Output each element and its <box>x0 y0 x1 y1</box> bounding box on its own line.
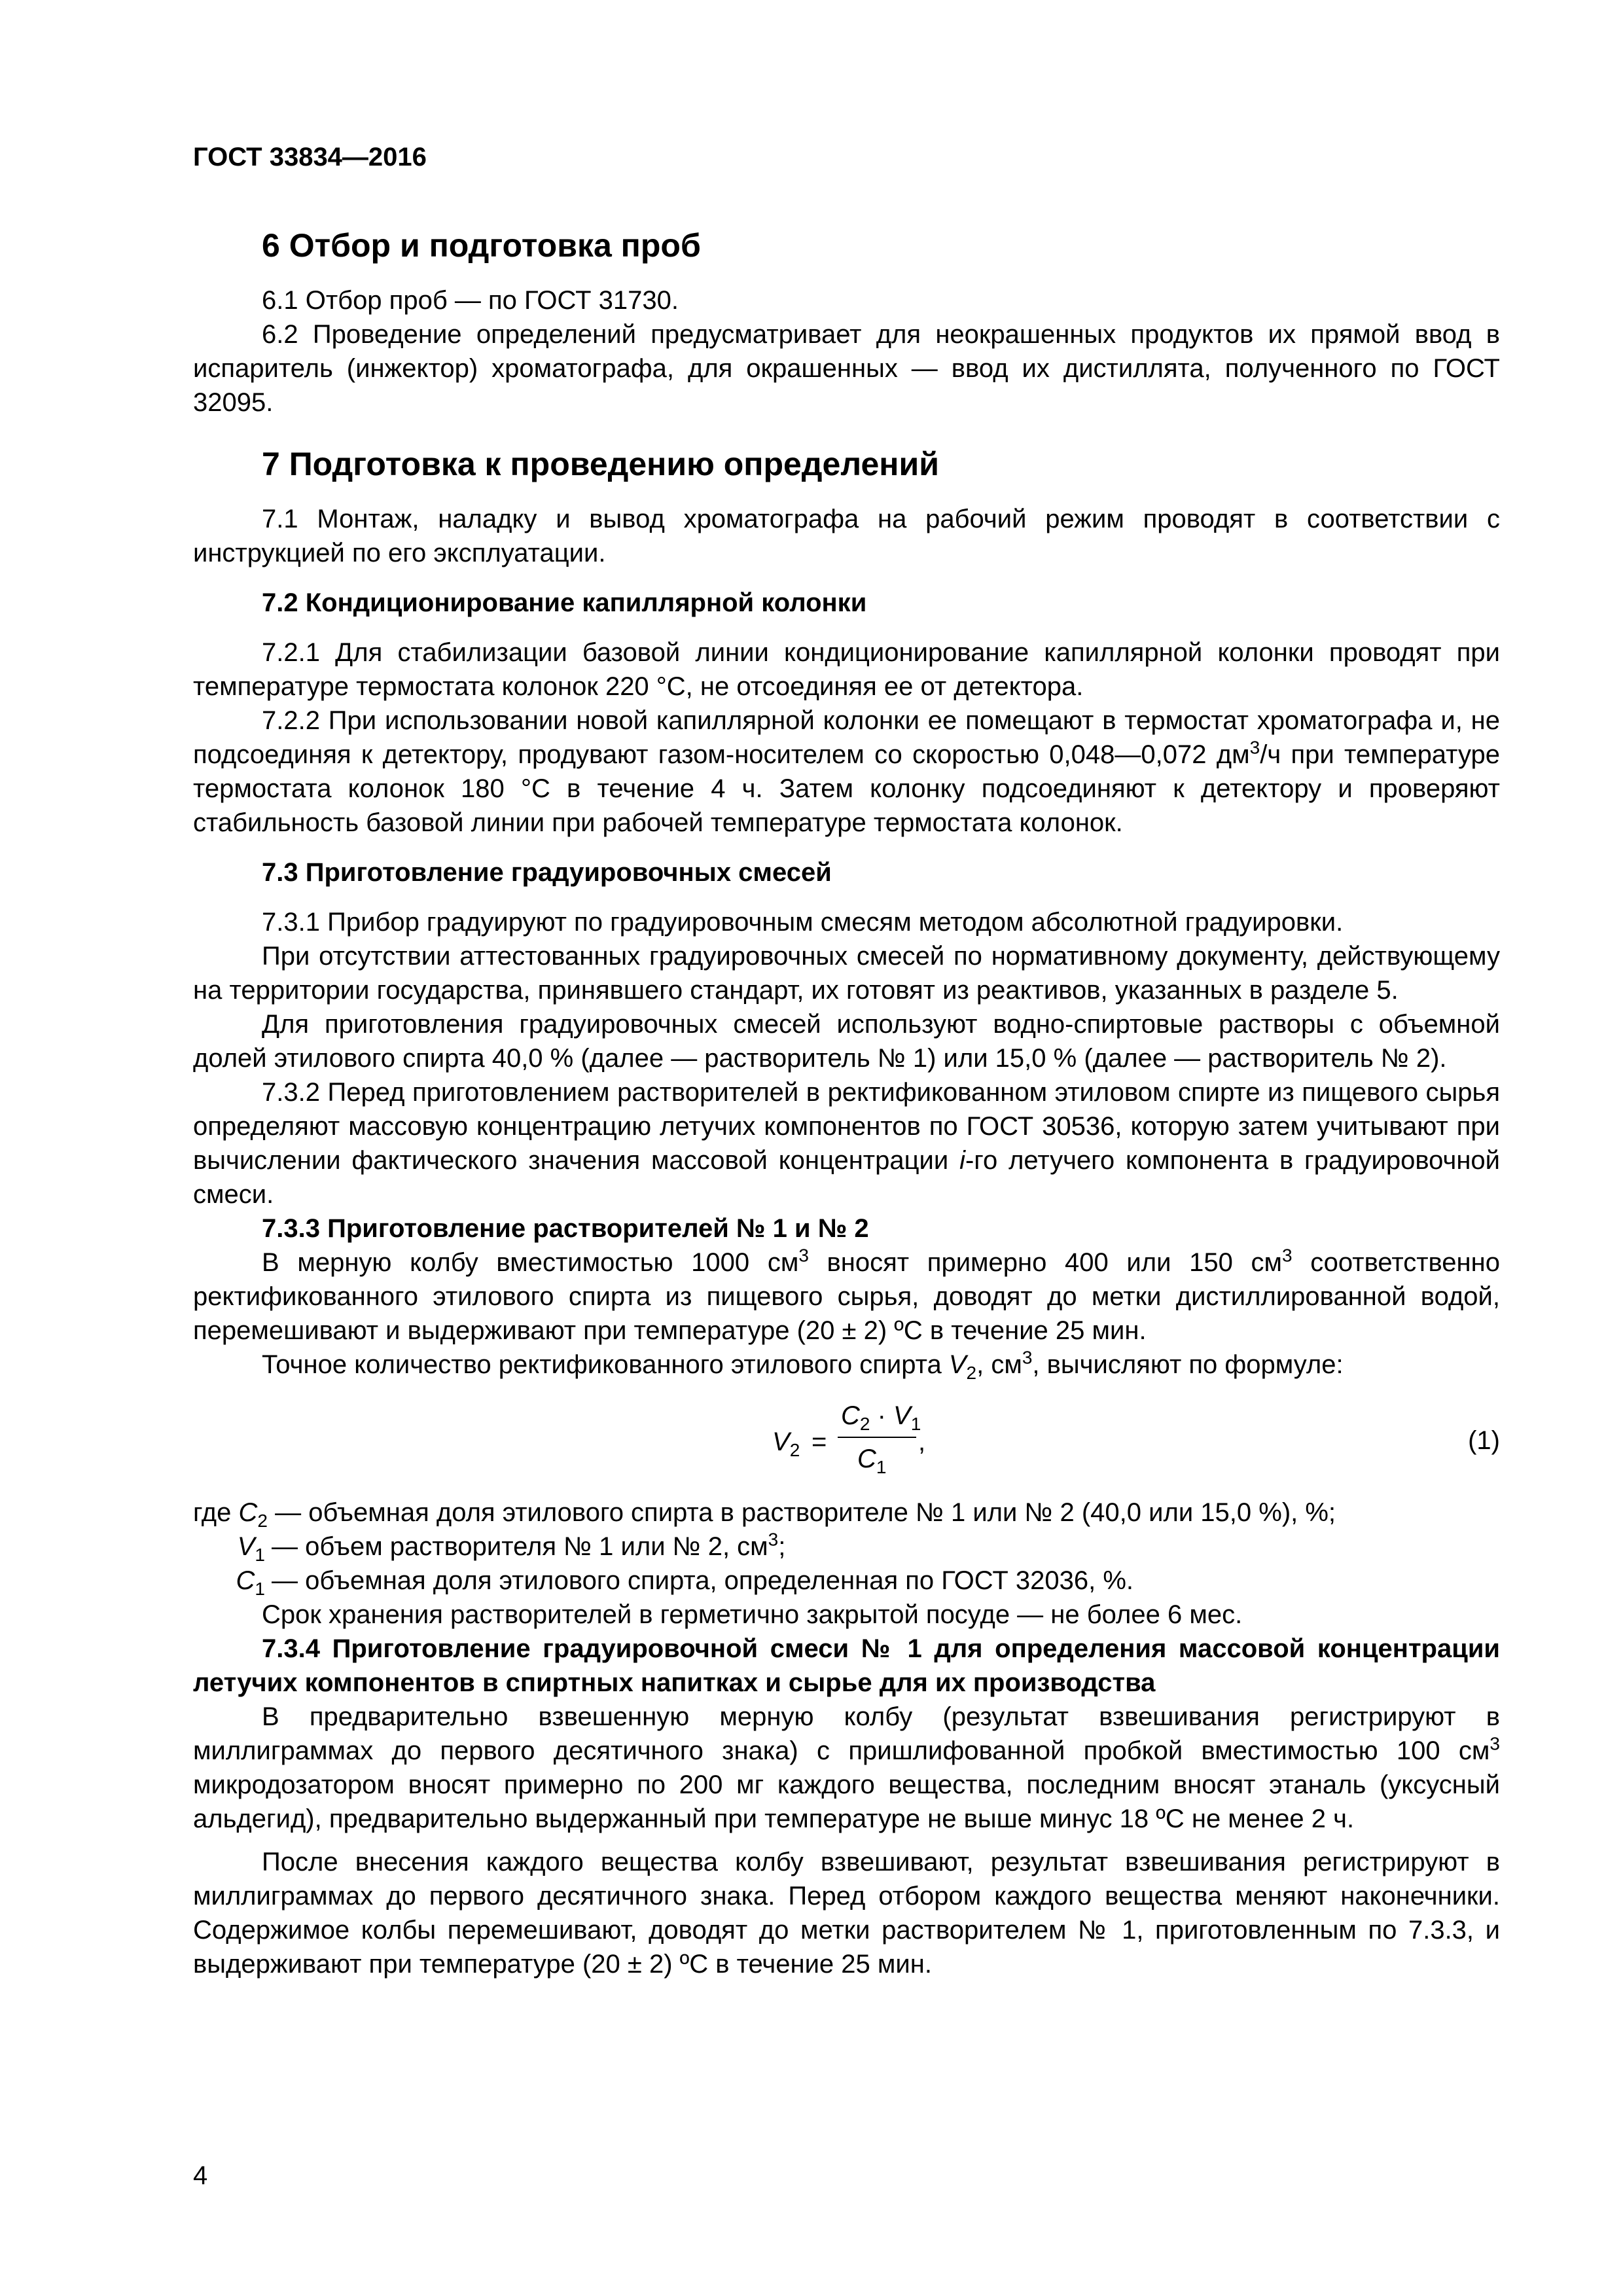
paragraph-storage: Срок хранения растворителей в герметично закрытой посуде — не более 6 мес. <box>262 1600 1243 1629</box>
paragraph-7-3-1-b: При отсутствии аттестованных градуировочных смесей по нормативному документу, действующему на территории государства, принявшего стандарт, их готовят из реактивов, указанных в разделе 5. <box>193 942 1500 1005</box>
paragraph-7-3-3-formula-intro: Точное количество ректификованного этилового спирта $V_2$, $см^3$, вычисляют по формуле: <box>262 1347 1344 1383</box>
paragraph-7-3-4-b: После внесения каждого вещества колбу взвешивают, результат взвешивания регистрируют в миллиграммах до первого десятичного знака. Перед отбором каждого вещества меняют наконечники. Содержимое колбы перемешивают, доводят до метки растворителем № 1, приготовленным по 7.3.3, и выдерживают при температуре (20 ± 2) ºС в течение 25 мин. <box>193 1848 1500 1979</box>
paragraph-6-1: 6.1 Отбор проб — по ГОСТ 31730. <box>262 286 679 315</box>
where-v1: $V_1$ — объем растворителя № 1 или № 2, $см^3$; <box>237 1529 786 1565</box>
formula-1: $V_2$ = $C_2 \cdot V_1$ $C_1$ , (1) <box>193 1391 1500 1489</box>
heading-7-3-4: 7.3.4 Приготовление градуировочной смеси № 1 для определения массовой концентрации летучих компонентов в спиртных напитках и сырье для их производства <box>193 1634 1500 1697</box>
fraction-bar <box>838 1437 916 1438</box>
formula-number: (1) <box>1468 1426 1500 1455</box>
paragraph-7-3-3: В мерную колбу вместимостью 1000 $см^3$ вносят примерно 400 или 150 $см^3$ соответственно ректификованного этилового спирта из пищевого сырья, доводят до метки дистиллированной водой, перемешивают и выдерживают при температуре (20 ± 2) ºС в течение 25 мин. <box>193 1245 1500 1345</box>
where-c1: $C_1$ — объемная доля этилового спирта, определенная по ГОСТ 32036, %. <box>236 1566 1134 1599</box>
formula-lhs: $V_2$ <box>772 1427 800 1460</box>
paragraph-7-3-1: 7.3.1 Прибор градуируют по градуировочным смесям методом абсолютной градуировки. <box>262 908 1344 937</box>
formula-equals: = <box>812 1427 827 1456</box>
paragraph-7-3-2: 7.3.2 Перед приготовлением растворителей в ректификованном этиловом спирте из пищевого сырья определяют массовую концентрацию летучих компонентов по ГОСТ 30536, которую затем учитывают при вычислении фактического значения массовой концентрации i-го летучего компонента в градуировочной смеси. <box>193 1078 1501 1209</box>
paragraph-7-3-1-c: Для приготовления градуировочных смесей используют водно-спиртовые растворы с объемной долей этилового спирта 40,0 % (далее — растворитель № 1) или 15,0 % (далее — растворитель № 2). <box>193 1010 1500 1073</box>
heading-7-2: 7.2 Кондиционирование капиллярной колонки <box>262 588 867 617</box>
document-header: ГОСТ 33834—2016 <box>193 143 427 171</box>
heading-7-3: 7.3 Приготовление градуировочных смесей <box>262 858 832 887</box>
paragraph-7-3-4-a: В предварительно взвешенную мерную колбу (результат взвешивания регистрируют в миллиграммах до первого десятичного знака) с пришлифованной пробкой вместимостью 100 $см^3$ микродозатором вносят примерно по 200 мг каждого вещества, последним вносят этаналь (уксусный альдегид), предварительно выдержанный при температуре не выше минус 18 ºС не менее 2 ч. <box>193 1702 1500 1833</box>
paragraph-7-2-1: 7.2.1 Для стабилизации базовой линии кондиционирование капиллярной колонки проводят при температуре термостата колонок 220 °С, не отсоединяя ее от детектора. <box>193 638 1500 701</box>
formula-denominator: $C_1$ <box>857 1444 887 1477</box>
document-body <box>193 226 1500 1981</box>
paragraph-7-1: 7.1 Монтаж, наладку и вывод хроматографа на рабочий режим проводят в соответствии с инструкцией по его эксплуатации. <box>193 505 1500 567</box>
formula-numerator: $C_2 \cdot V_1$ <box>841 1401 921 1434</box>
where-c2: где $C_2$ — объемная доля этилового спирта в растворителе № 1 или № 2 (40,0 или 15,0 %), %; <box>193 1498 1336 1531</box>
section-7-heading: 7 Подготовка к проведению определений <box>262 446 939 482</box>
paragraph-6-2: 6.2 Проведение определений предусматривает для неокрашенных продуктов их прямой ввод в испаритель (инжектор) хроматографа, для окрашенных — ввод их дистиллята, полученного по ГОСТ 32095. <box>193 320 1500 417</box>
page-number: 4 <box>193 2161 208 2190</box>
paragraph-7-2-2: 7.2.2 При использовании новой капиллярной колонки ее помещают в термостат хроматографа и, не подсоединяя к детектору, продувают газом-носителем со скоростью 0,048—0,072 $дм^3/ч$ при температуре термостата колонок 180 °С в течение 4 ч. Затем колонку подсоединяют к детектору и проверяют стабильность базовой линии при рабочей температуре термостата колонок. <box>193 706 1500 837</box>
heading-7-3-3: 7.3.3 Приготовление растворителей № 1 и № 2 <box>262 1214 869 1243</box>
section-6-heading: 6 Отбор и подготовка проб <box>262 227 701 264</box>
